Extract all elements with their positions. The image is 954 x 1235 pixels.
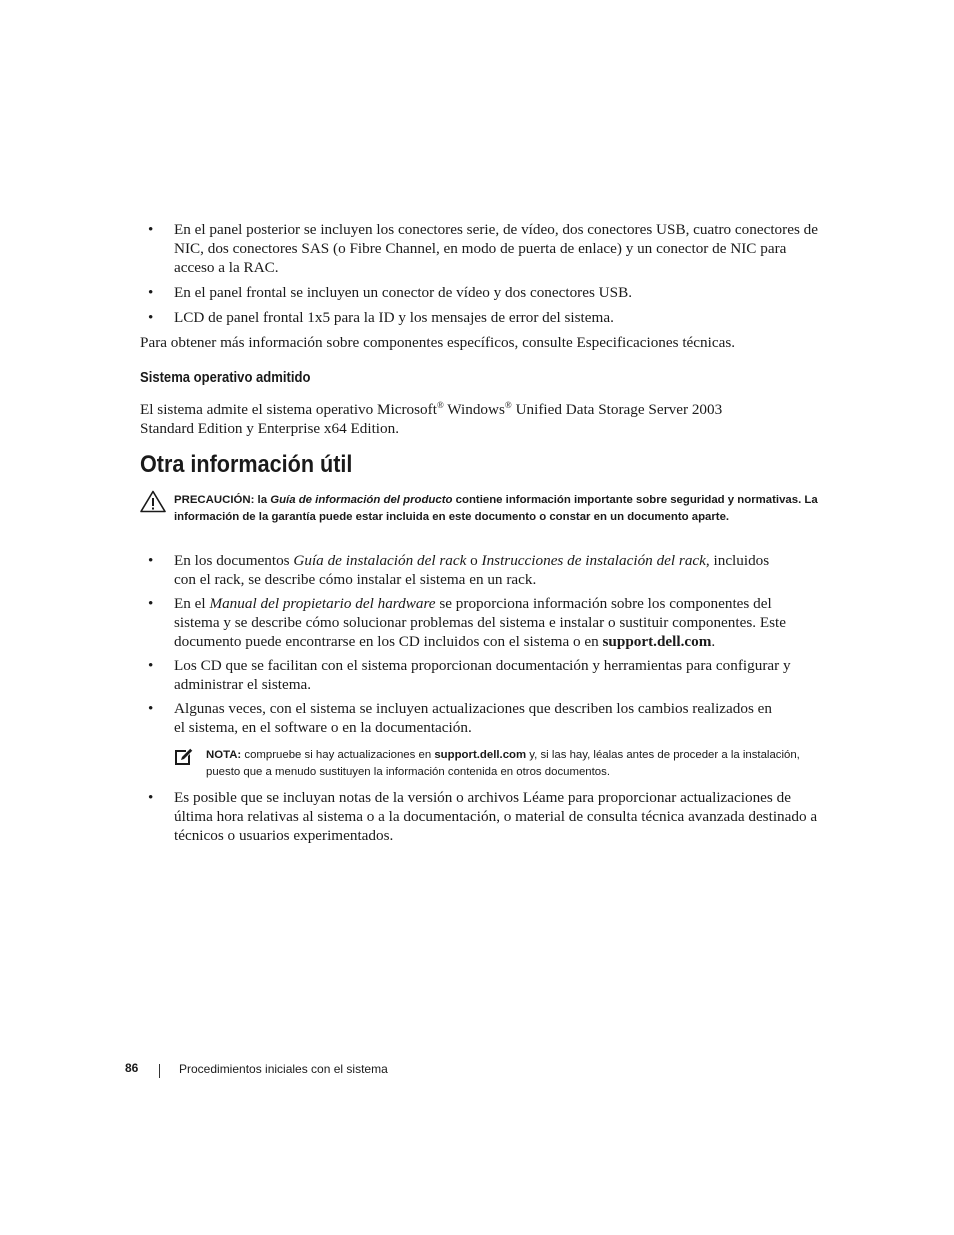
list-item	[140, 699, 820, 737]
list-item	[140, 788, 820, 845]
support-link[interactable]: support.dell.com	[602, 633, 712, 650]
bullet-dot: •	[148, 595, 154, 612]
bullet-dot: •	[148, 700, 154, 717]
page-number: 86	[125, 1061, 139, 1075]
chapter-title: Procedimientos iniciales con el sistema	[179, 1062, 388, 1076]
connector-bullet-list	[140, 220, 820, 333]
bullet-text: Los CD que se facilitan con el sistema proporcionan documentación y herramientas para configurar y administrar el sistema.	[174, 657, 791, 693]
bullet-dot: •	[148, 657, 154, 674]
caution-body: contiene información importante sobre seguridad y normativas. La información de la garantía puede estar incluida en este documento o constar en un documento aparte.	[174, 494, 818, 523]
caution-pre: la	[254, 494, 271, 506]
bullet-text: Algunas veces, con el sistema se incluyen actualizaciones que describen los cambios realizados en el sistema, en el software o en la documentación.	[174, 700, 773, 736]
bullet-text: En el	[174, 595, 210, 612]
bullet-dot: •	[148, 552, 154, 569]
doc-title: Instrucciones de instalación del rack	[481, 552, 706, 569]
list-item	[140, 283, 820, 302]
bullet-text: , incluidos con el rack, se describe cómo instalar el sistema en un rack.	[174, 552, 770, 588]
list-item	[140, 656, 820, 694]
caution-label: PRECAUCIÓN:	[174, 494, 255, 506]
bullet-text: o	[466, 552, 482, 569]
doc-title: Guía de instalación del rack	[293, 552, 467, 569]
os-section-heading: Sistema operativo admitido	[140, 370, 311, 386]
documentation-bullet-list	[140, 551, 820, 743]
footer-divider	[159, 1064, 160, 1078]
os-text-3: Unified Data Storage Server 2003	[511, 401, 723, 419]
bullet-text: En el panel frontal se incluyen un conector de vídeo y dos conectores USB.	[174, 284, 633, 301]
bullet-text: En los documentos	[174, 552, 294, 569]
note-post: y, si las hay, léalas antes de proceder a la instalación, puesto que a menudo sustituyen la información contenida en otros documentos.	[206, 749, 800, 778]
os-paragraph	[140, 396, 820, 438]
more-info-paragraph: Para obtener más información sobre componentes específicos, consulte Especificaciones técnicas.	[140, 334, 736, 351]
os-text-1: El sistema admite el sistema operativo Microsoft	[140, 401, 437, 419]
note-label: NOTA:	[206, 749, 242, 761]
registered-mark: ®	[504, 400, 512, 410]
caution-doc-title: Guía de información del producto	[270, 494, 453, 506]
list-item	[140, 551, 820, 589]
bullet-text: En el panel posterior se incluyen los conectores serie, de vídeo, dos conectores USB, cuatro conectores de NIC, dos conectores SAS (o Fibre Channel, en modo de puerta de enlace) y un conector de NIC para acceso a la RAC.	[174, 221, 818, 276]
doc-title: Manual del propietario del hardware	[209, 595, 436, 612]
list-item	[140, 220, 820, 277]
bullet-dot: •	[148, 284, 154, 301]
os-text-2: Windows	[443, 401, 505, 419]
list-item	[140, 594, 820, 651]
bullet-dot: •	[148, 221, 154, 238]
bullet-dot: •	[148, 789, 154, 806]
bullet-text: LCD de panel frontal 1x5 para la ID y los mensajes de error del sistema.	[174, 309, 614, 326]
caution-text	[174, 492, 824, 526]
other-info-heading: Otra información útil	[140, 451, 353, 478]
warning-triangle-icon	[140, 490, 166, 513]
note-text	[206, 747, 816, 781]
page-footer	[0, 1061, 954, 1081]
bullet-text: Es posible que se incluyan notas de la versión o archivos Léame para proporcionar actualizaciones de última hora relativas al sistema o a la documentación, o material de consulta técnica avanzada destinado a técnicos o usuarios experimentados.	[174, 789, 818, 844]
registered-mark: ®	[436, 400, 444, 410]
note-pre: compruebe si hay actualizaciones en	[241, 749, 435, 761]
bullet-text: .	[711, 633, 716, 650]
os-text-4: Standard Edition y Enterprise x64 Edition.	[140, 420, 399, 438]
release-notes-bullet-list	[140, 788, 820, 851]
list-item	[140, 308, 820, 327]
bullet-dot: •	[148, 309, 154, 326]
support-link[interactable]: support.dell.com	[434, 749, 527, 761]
bullet-text: se proporciona información sobre los componentes del sistema y se describe cómo solucionar problemas del sistema e instalar o sustituir componentes. Este documento puede encontrarse en los CD incluidos con el sistema o en	[174, 595, 786, 650]
pencil-note-icon	[173, 746, 194, 767]
